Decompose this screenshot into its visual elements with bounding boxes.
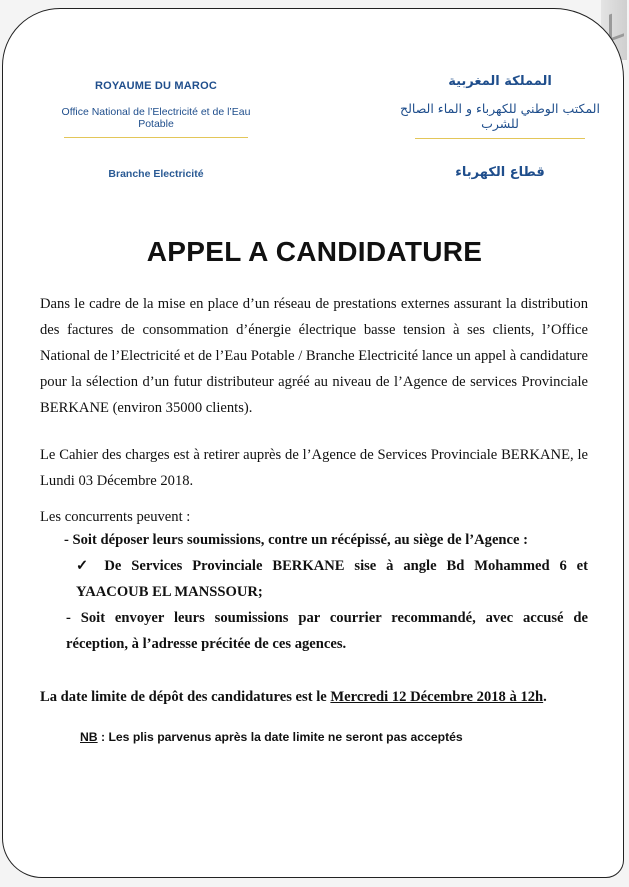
deadline-suffix: .: [543, 689, 547, 705]
nb-note: [80, 730, 463, 744]
deadline-line: [40, 689, 547, 706]
branch-label: Branche Electricité: [108, 168, 204, 180]
intro-paragraph: Dans le cadre de la mise en place d’un réseau de prestations externes assurant la distribution des factures de consommation d’énergie électrique basse tension à ses clients, l’Office National de l’Electricité et de l’Eau Potable / Branche Electricité lance un appel à candidature pour la sélection d’un futur distributeur agréé au niveau de l’Agence de services Provinciale BERKANE (environ 35000 clients).: [40, 296, 588, 416]
deadline-prefix: La date limite de dépôt des candidatures est le: [40, 689, 331, 705]
kingdom-label-ar: المملكة المغربية: [448, 74, 552, 89]
branch-label-ar: قطاع الكهرباء: [455, 165, 545, 180]
document-title: APPEL A CANDIDATURE: [146, 236, 483, 267]
cahier-paragraph: Le Cahier des charges est à retirer auprès de l’Agence de Services Provinciale BERKANE, le Lundi 03 Décembre 2018.: [40, 447, 588, 489]
location-text: De Services Provinciale BERKANE sise à angle Bd Mohammed 6 et YAACOUB EL MANSSOUR;: [76, 558, 588, 600]
concurrents-line: Les concurrents peuvent :: [40, 509, 191, 525]
mail-item: - Soit envoyer leurs soumissions par courrier recommandé, avec accusé de réception, à l’adresse précitée de ces agences.: [66, 610, 588, 652]
nb-label: NB: [80, 730, 98, 744]
office-name-ar: المكتب الوطني للكهرباء و الماء الصالح للشرب: [400, 101, 600, 131]
nb-text: : Les plis parvenus après la date limite ne seront pas acceptés: [97, 730, 463, 744]
kingdom-label: ROYAUME DU MAROC: [95, 80, 217, 92]
deposit-item: - Soit déposer leurs soumissions, contre un récépissé, au siège de l’Agence :: [64, 532, 528, 548]
header-french: [46, 80, 266, 180]
header-rule-ar: [415, 138, 585, 139]
office-name: Office National de l’Electricité et de l’Eau Potable: [61, 106, 251, 130]
header-rule: [64, 137, 248, 138]
deadline-date: Mercredi 12 Décembre 2018 à 12h: [330, 689, 544, 705]
check-icon: ✓: [76, 558, 95, 574]
header-arabic: [395, 74, 605, 180]
location-item: [76, 553, 588, 605]
